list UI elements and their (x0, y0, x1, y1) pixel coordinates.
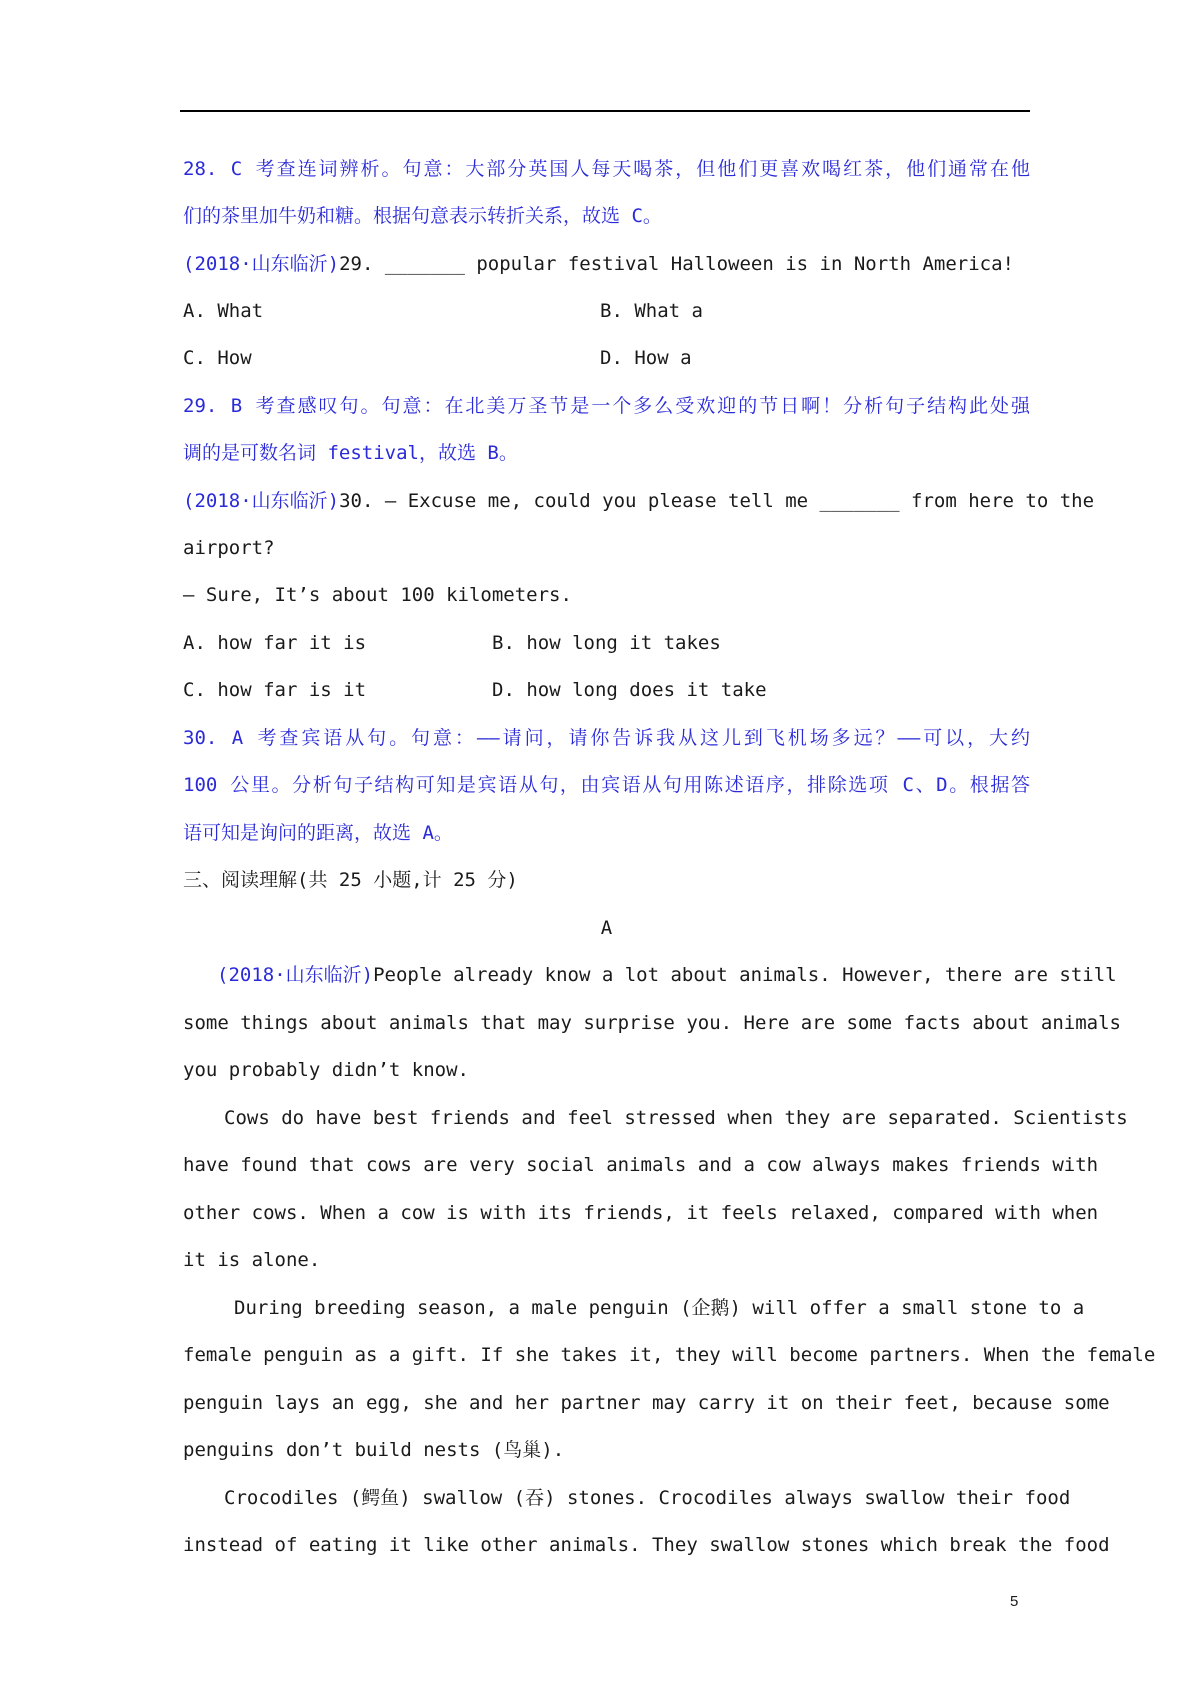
q30-option-d: D. how long does it take (492, 679, 767, 701)
q30-stem-line-2: airport? (183, 537, 275, 559)
passage-p4-line-1: Crocodiles (鳄鱼) swallow (吞) stones. Crocodiles always swallow their food (224, 1487, 1071, 1509)
page-number: 5 (1010, 1593, 1019, 1610)
header-rule (180, 110, 1030, 112)
q29-options-row-1 (183, 298, 1030, 324)
section-heading: 三、阅读理解(共 25 小题,计 25 分) (183, 869, 518, 891)
passage-p1-line-2: some things about animals that may surprise you. Here are some facts about animals (183, 1012, 1121, 1034)
passage-label: A (600, 917, 613, 939)
q29-stem (183, 251, 1030, 277)
passage-source: (2018·山东临沂) (217, 964, 374, 986)
q29-option-d: D. How a (600, 347, 692, 369)
passage-p1-line-1: (2018·山东临沂)People already know a lot about animals. However, there are still (217, 964, 1117, 986)
q29-question: 29. _______ popular festival Halloween is in North America! (339, 253, 1014, 275)
q30-options-row-1 (183, 630, 1030, 656)
q30-option-c: C. how far is it (183, 679, 367, 701)
q29-source: (2018·山东临沂) (183, 253, 340, 275)
q30-option-b: B. how long it takes (492, 632, 721, 654)
q29-answer-line-1: 29. B 考查感叹句。句意：在北美万圣节是一个多么受欢迎的节日啊！分析句子结构此处强 (183, 395, 1030, 417)
q30-question: 30. — Excuse me, could you please tell me _______ from here to the (339, 490, 1095, 512)
q30-answer-line-2: 100 公里。分析句子结构可知是宾语从句，由宾语从句用陈述语序，排除选项 C、D。根据答 (183, 774, 1030, 796)
passage-p2-line-2: have found that cows are very social animals and a cow always makes friends with (183, 1154, 1099, 1176)
q29-options-row-2 (183, 345, 1030, 371)
passage-p1-line-3: you probably didn’t know. (183, 1059, 469, 1081)
q30-stem-line-1 (183, 488, 1095, 514)
q30-answer-line-1: 30. A 考查宾语从句。句意：——请问，请你告诉我从这儿到飞机场多远？——可以，大约 (183, 727, 1030, 749)
q30-reply: — Sure, It’s about 100 kilometers. (183, 584, 572, 606)
q29-option-a: A. What (183, 300, 264, 322)
q29-answer-line-2: 调的是可数名词 festival，故选 B。 (183, 442, 518, 464)
q30-answer-line-3: 语可知是询问的距离，故选 A。 (183, 822, 453, 844)
q30-options-row-2 (183, 677, 1030, 703)
q30-source: (2018·山东临沂) (183, 490, 340, 512)
passage-p3-line-4: penguins don’t build nests (鸟巢). (183, 1439, 565, 1461)
q29-option-c: C. How (183, 347, 252, 369)
passage-p2-line-3: other cows. When a cow is with its friends, it feels relaxed, compared with when (183, 1202, 1099, 1224)
passage-p2-line-4: it is alone. (183, 1249, 321, 1271)
q28-answer-line-1: 28. C 考查连词辨析。句意：大部分英国人每天喝茶，但他们更喜欢喝红茶，他们通常在他 (183, 158, 1030, 180)
q28-answer-line-2: 们的茶里加牛奶和糖。根据句意表示转折关系，故选 C。 (183, 205, 662, 227)
passage-p3-line-3: penguin lays an egg, she and her partner may carry it on their feet, because some (183, 1392, 1110, 1414)
q30-option-a: A. how far it is (183, 632, 367, 654)
passage-p4-line-2: instead of eating it like other animals. They swallow stones which break the food (183, 1534, 1110, 1556)
passage-p3-line-1: During breeding season, a male penguin (企鹅) will offer a small stone to a (234, 1297, 1085, 1319)
passage-p3-line-2: female penguin as a gift. If she takes it, they will become partners. When the female (183, 1344, 1156, 1366)
q29-option-b: B. What a (600, 300, 703, 322)
passage-p2-line-1: Cows do have best friends and feel stressed when they are separated. Scientists (224, 1107, 1128, 1129)
